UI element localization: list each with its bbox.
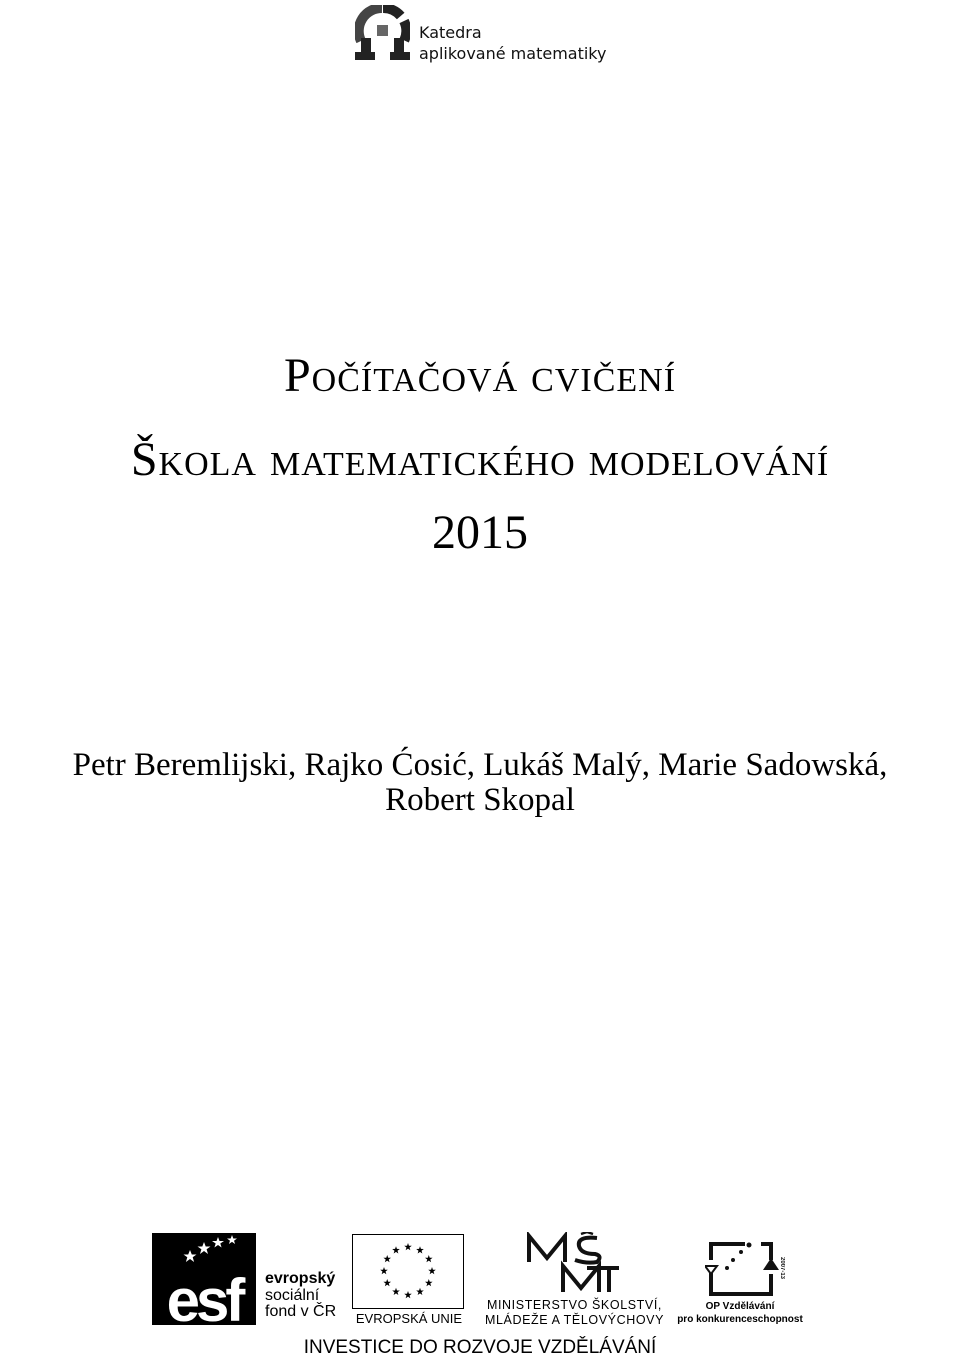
department-name xyxy=(419,22,606,64)
department-line-2: aplikované matematiky xyxy=(419,44,607,63)
op-vzdelavani-logo xyxy=(705,1238,785,1298)
esf-line-3: fond v ČR xyxy=(265,1303,337,1320)
op-line-2: pro konkurenceschopnost xyxy=(677,1314,803,1325)
op-caption xyxy=(673,1300,807,1326)
eu-flag-icon xyxy=(352,1234,464,1309)
authors-line-2: Robert Skopal xyxy=(385,782,575,818)
footer-tagline: INVESTICE DO ROZVOJE VZDĚLÁVÁNÍ xyxy=(303,1337,657,1358)
title-year: 2015 xyxy=(432,506,528,559)
omega-icon xyxy=(355,5,410,65)
msmt-line-2: MLÁDEŽE A TĚLOVÝCHOVY xyxy=(484,1313,665,1327)
department-line-1: Katedra xyxy=(419,23,482,42)
msmt-logo xyxy=(525,1232,621,1296)
eu-label: EVROPSKÁ UNIE xyxy=(355,1311,463,1326)
esf-logo xyxy=(152,1233,256,1325)
esf-line-1: evropský xyxy=(265,1270,336,1287)
msmt-line-1: MINISTERSTVO ŠKOLSTVÍ, xyxy=(486,1298,663,1312)
authors-line-1: Petr Beremlijski, Rajko Ćosić, Lukáš Malý, Marie Sadowská, xyxy=(72,747,888,783)
title-line-2: Škola matematického modelování xyxy=(130,433,830,486)
esf-logo-text: esf xyxy=(166,1267,242,1325)
title-line-1: Počítačová cvičení xyxy=(283,349,677,402)
esf-caption xyxy=(265,1271,336,1321)
esf-line-2: sociální xyxy=(265,1286,320,1304)
msmt-caption xyxy=(477,1298,672,1328)
op-line-1: OP Vzdělávání xyxy=(705,1301,775,1312)
op-badge: 2007-13 xyxy=(779,1256,785,1280)
